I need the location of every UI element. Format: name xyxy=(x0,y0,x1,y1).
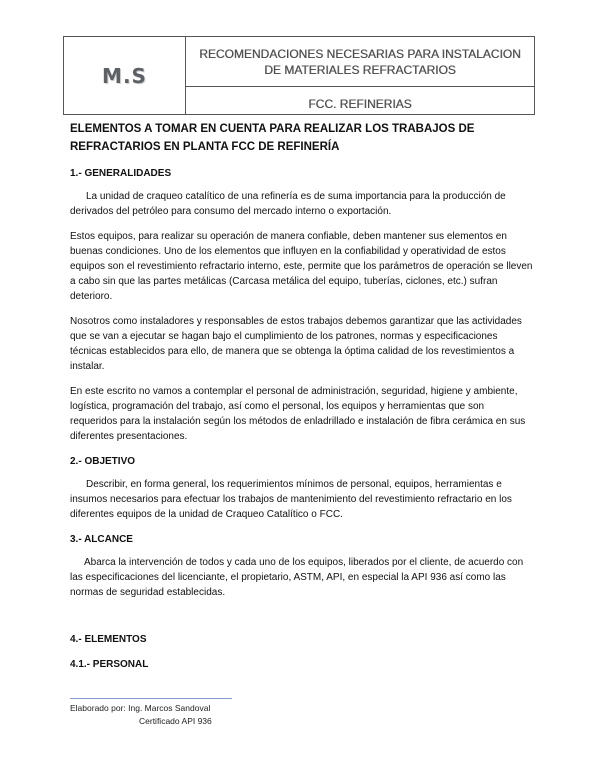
section-heading-generalidades: 1.- GENERALIDADES xyxy=(70,168,172,179)
subsection-heading-personal: 4.1.- PERSONAL xyxy=(70,659,149,670)
document-footer xyxy=(70,702,212,728)
section-heading-objetivo: 2.- OBJETIVO xyxy=(70,456,136,467)
paragraph: Estos equipos, para realizar su operación de manera confiable, deben mantener sus elementos en buenas condiciones. Uno de los elementos que influyen en la confiabilidad y operatividad de estos equipos son el revestimiento refractario interno, este, permite que los parámetros de operación se lleven a cabo sin que las partes metálicas (Carcasa metálica del equipo, tuberías, ciclones, etc.) sufran deterioro. xyxy=(70,231,533,302)
header-title-cell xyxy=(186,37,534,114)
paragraph: Describir, en forma general, los requerimientos mínimos de personal, equipos, herramientas e insumos necesarios para efectuar los trabajos de mantenimiento del revestimiento refractario en los diferentes equipos de la unidad de Craqueo Catalítico o FCC. xyxy=(70,479,512,520)
company-logo: M.S xyxy=(102,63,147,88)
footer-divider xyxy=(70,698,232,699)
paragraph: Nosotros como instaladores y responsables de estos trabajos debemos garantizar que las actividades que se van a ejecutar se hagan bajo el cumplimiento de los patrones, normas y especificaciones técnicas establecidos para ello, de manera que se obtenga la óptima calidad de los revestimientos a instalar. xyxy=(70,316,522,372)
paragraph: Abarca la intervención de todos y cada uno de los equipos, liberados por el cliente, de acuerdo con las especificaciones del licenciante, el propietario, ASTM, API, en especial la API 936 así como las normas de seguridad establecidas. xyxy=(70,557,524,598)
footer-certification: Certificado API 936 xyxy=(139,716,212,726)
header-subtitle: FCC. REFINERIAS xyxy=(308,97,412,111)
paragraph: La unidad de craqueo catalítico de una refinería es de suma importancia para la producción de derivados del petróleo para consumo del mercado interno o exportación. xyxy=(70,191,506,217)
footer-author: Elaborado por: Ing. Marcos Sandoval xyxy=(70,703,211,713)
header-title: RECOMENDACIONES NECESARIAS PARA INSTALACION DE MATERIALES REFRACTARIOS xyxy=(186,37,534,87)
logo-cell xyxy=(64,37,186,114)
section-heading-elementos: 4.- ELEMENTOS xyxy=(70,634,147,645)
section-heading-alcance: 3.- ALCANCE xyxy=(70,534,133,545)
paragraph: En este escrito no vamos a contemplar el personal de administración, seguridad, higiene y ambiente, logística, programación del trabajo, así como el personal, los equipos y herramientas que son requeridos para la instalación según los métodos de enladrillado e instalación de fibra cerámica en sus diferentes presentaciones. xyxy=(70,386,526,442)
document-title: ELEMENTOS A TOMAR EN CUENTA PARA REALIZAR LOS TRABAJOS DE REFRACTARIOS EN PLANTA FCC DE REFINERÍA xyxy=(70,123,475,153)
document-body xyxy=(70,120,534,680)
document-header xyxy=(63,36,535,115)
